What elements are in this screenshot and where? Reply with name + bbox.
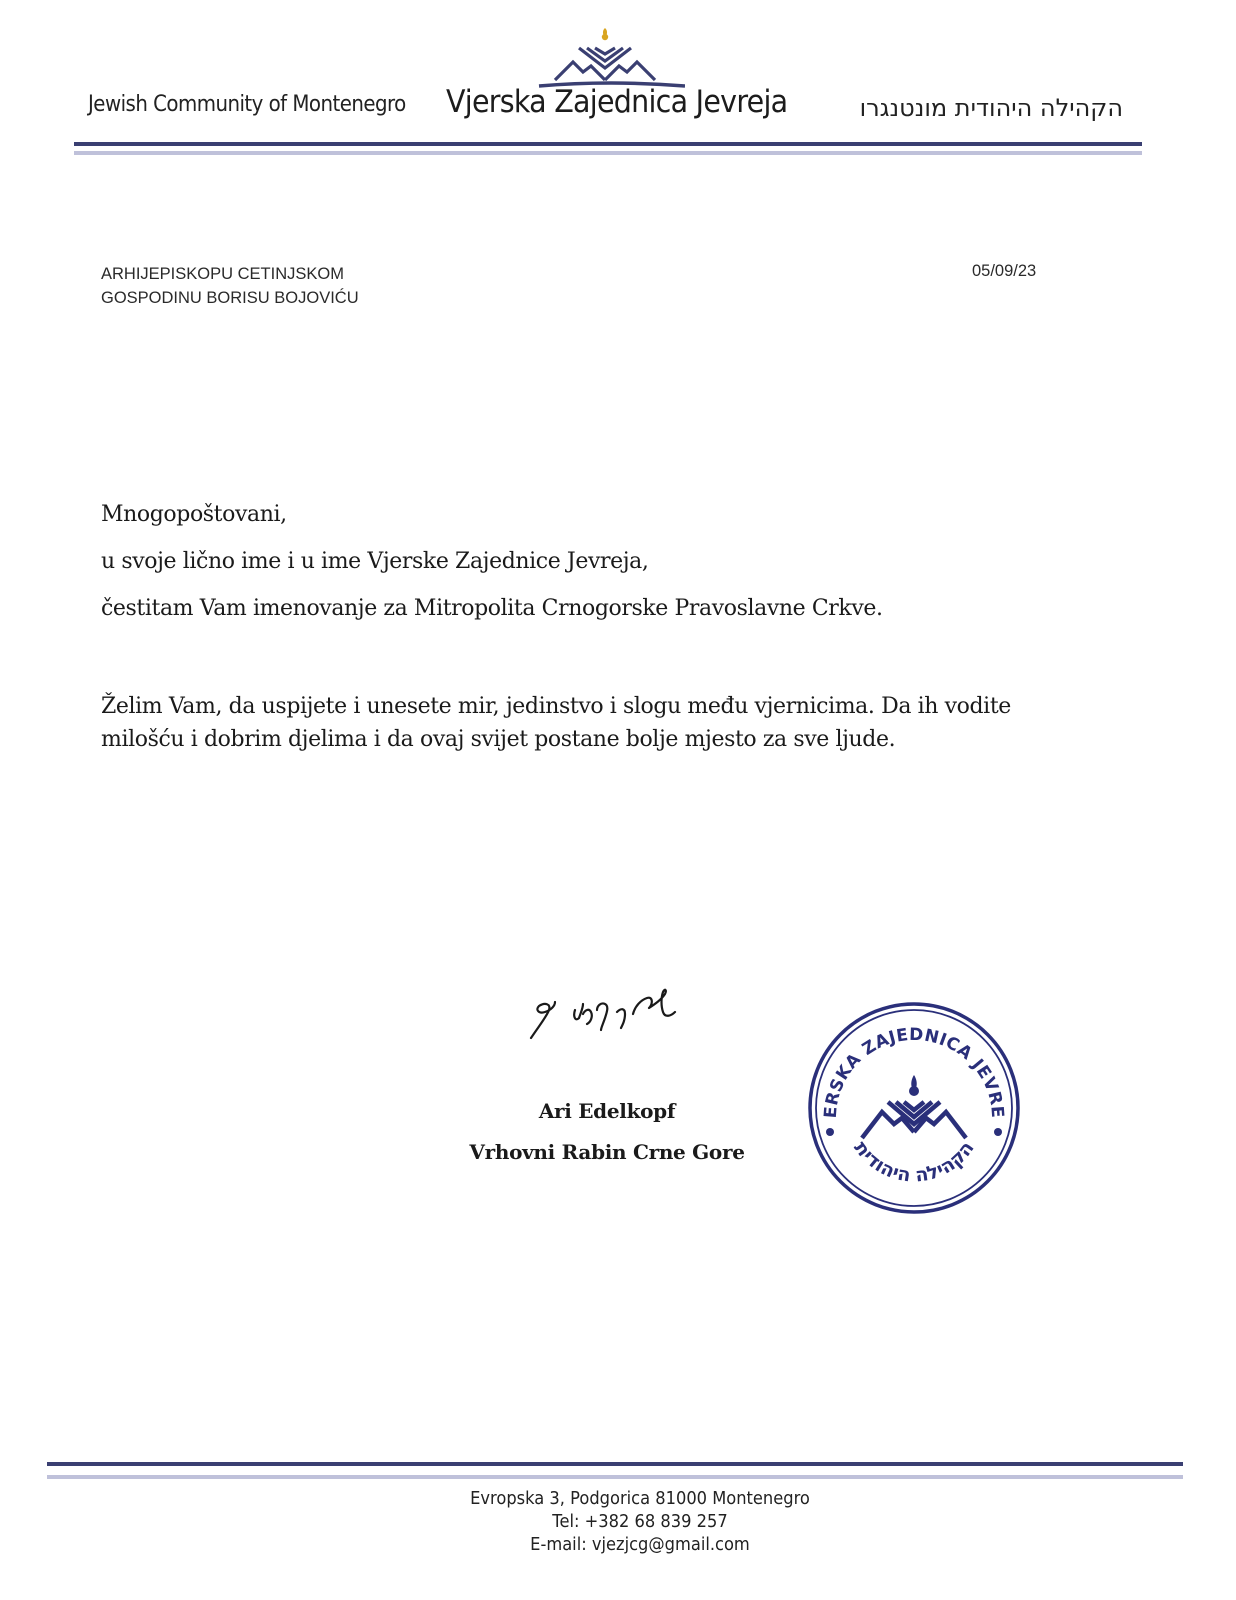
stamp-text-bottom: הקהילה היהודית (849, 1137, 979, 1187)
footer-divider-dark (47, 1462, 1183, 1466)
letterhead-name-hebrew: הקהילה היהודית מונטנגרו (859, 94, 1123, 122)
salutation: Mnogopoštovani, (101, 502, 287, 527)
footer-divider-light (47, 1475, 1183, 1479)
body-paragraph-line-2: milošću i dobrim djelima i da ovaj svijet postane bolje mjesto za sve ljude. (101, 727, 896, 752)
signer-name: Ari Edelkopf (538, 1099, 676, 1123)
footer-contact (300, 1488, 980, 1557)
recipient-block (101, 262, 359, 310)
recipient-line-2: GOSPODINU BORISU BOJOVIĆU (101, 289, 359, 307)
letterhead-name-english: Jewish Community of Montenegro (88, 92, 406, 117)
footer-address: Evropska 3, Podgorica 81000 Montenegro (470, 1489, 810, 1509)
footer-email[interactable]: E-mail: vjezjcg@gmail.com (530, 1535, 750, 1555)
body-paragraph-line-1: Želim Vam, da uspijete i unesete mir, jedinstvo i slogu među vjernicima. Da ih vodite (101, 694, 1011, 719)
official-stamp-icon (806, 1000, 1022, 1221)
letterhead-name-local: Vjerska Zajednica Jevreja (446, 84, 788, 120)
signer-title: Vrhovni Rabin Crne Gore (469, 1140, 745, 1164)
body-paragraph (101, 690, 1011, 756)
body-line-2: čestitam Vam imenovanje za Mitropolita Crnogorske Pravoslavne Crkve. (101, 596, 883, 621)
footer-phone: Tel: +382 68 839 257 (552, 1512, 728, 1532)
stamp-text-top: ERSKA ZAJEDNICA JEVRE (820, 1024, 1008, 1119)
body-line-1: u svoje lično ime i u ime Vjerske Zajednice Jevreja, (101, 549, 649, 574)
recipient-line-1: ARHIJEPISKOPU CETINJSKOM (101, 265, 344, 283)
header-divider-light (74, 151, 1142, 155)
header-divider-dark (74, 142, 1142, 146)
letter-date: 05/09/23 (972, 262, 1037, 280)
handwritten-signature (525, 982, 690, 1049)
